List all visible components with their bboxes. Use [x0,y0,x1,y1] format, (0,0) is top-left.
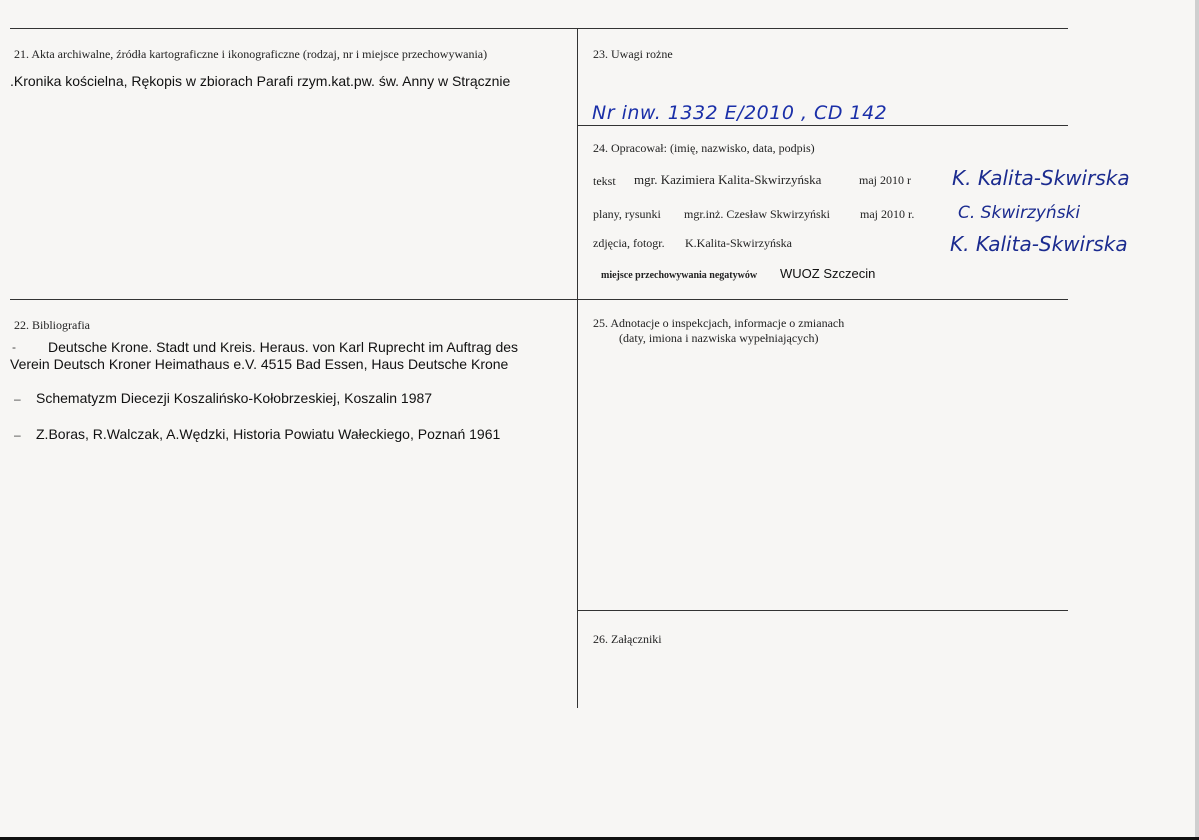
bibliography-entry-3: Z.Boras, R.Walczak, A.Wędzki, Historia Powiatu Wałeckiego, Poznań 1961 [36,426,501,442]
bibliography-entry-1-line-2: Verein Deutsch Kroner Heimathaus e.V. 4515 Bad Essen, Haus Deutsche Krone [10,356,509,372]
inventory-number-handwritten: Nr inw. 1332 E/2010 , CD 142 [592,102,888,124]
negatives-location-value: WUOZ Szczecin [780,266,876,281]
section-25-label: 25. Adnotacje o inspekcjach, informacje o zmianach [593,316,845,330]
section-25-sublabel: (daty, imiona i nazwiska wypełniających) [619,331,819,345]
top-rule [10,28,1068,29]
section-26-label: 26. Załączniki [593,632,662,646]
author-role: plany, rysunki [593,207,661,221]
signature-photos: K. Kalita-Skwirska [950,232,1128,256]
signature-text-author: K. Kalita-Skwirska [952,166,1130,190]
bibliography-entry-1-line-1: Deutsche Krone. Stadt und Kreis. Heraus. von Karl Ruprecht im Auftrag des [48,339,519,355]
author-role: tekst [593,174,616,188]
section-22-label: 22. Bibliografia [14,318,90,332]
author-date: maj 2010 r. [860,207,915,221]
center-divider [577,28,578,708]
author-date: maj 2010 r [859,173,911,187]
negatives-location-label: miejsce przechowywania negatywów [601,270,758,281]
author-role: zdjęcia, fotogr. [593,236,665,250]
signature-plans: C. Skwirzyński [958,203,1081,223]
author-name: mgr.inż. Czesław Skwirzyński [684,207,830,221]
author-name: mgr. Kazimiera Kalita-Skwirzyńska [634,172,822,187]
scan-edge-right [1195,0,1199,840]
section-21-content: .Kronika kościelna, Rękopis w zbiorach Parafi rzym.kat.pw. św. Anny w Strącznie [10,73,511,89]
rule-above-section-26 [578,610,1068,611]
rule-below-section-23 [578,125,1068,126]
bibliography-entry-2: Schematyzm Diecezji Koszalińsko-Kołobrzeskiej, Koszalin 1987 [36,390,433,406]
middle-rule [10,299,1068,300]
bibliography-dash: – [14,428,21,442]
section-24-label: 24. Opracował: (imię, nazwisko, data, podpis) [593,141,815,155]
section-21-label: 21. Akta archiwalne, źródła kartograficzne i ikonograficzne (rodzaj, nr i miejsce przechowywania) [14,47,488,61]
author-name: K.Kalita-Skwirzyńska [685,236,792,250]
section-23-label: 23. Uwagi rożne [593,47,673,61]
bibliography-dash: – [14,392,21,406]
bibliography-dash: - [12,340,16,354]
